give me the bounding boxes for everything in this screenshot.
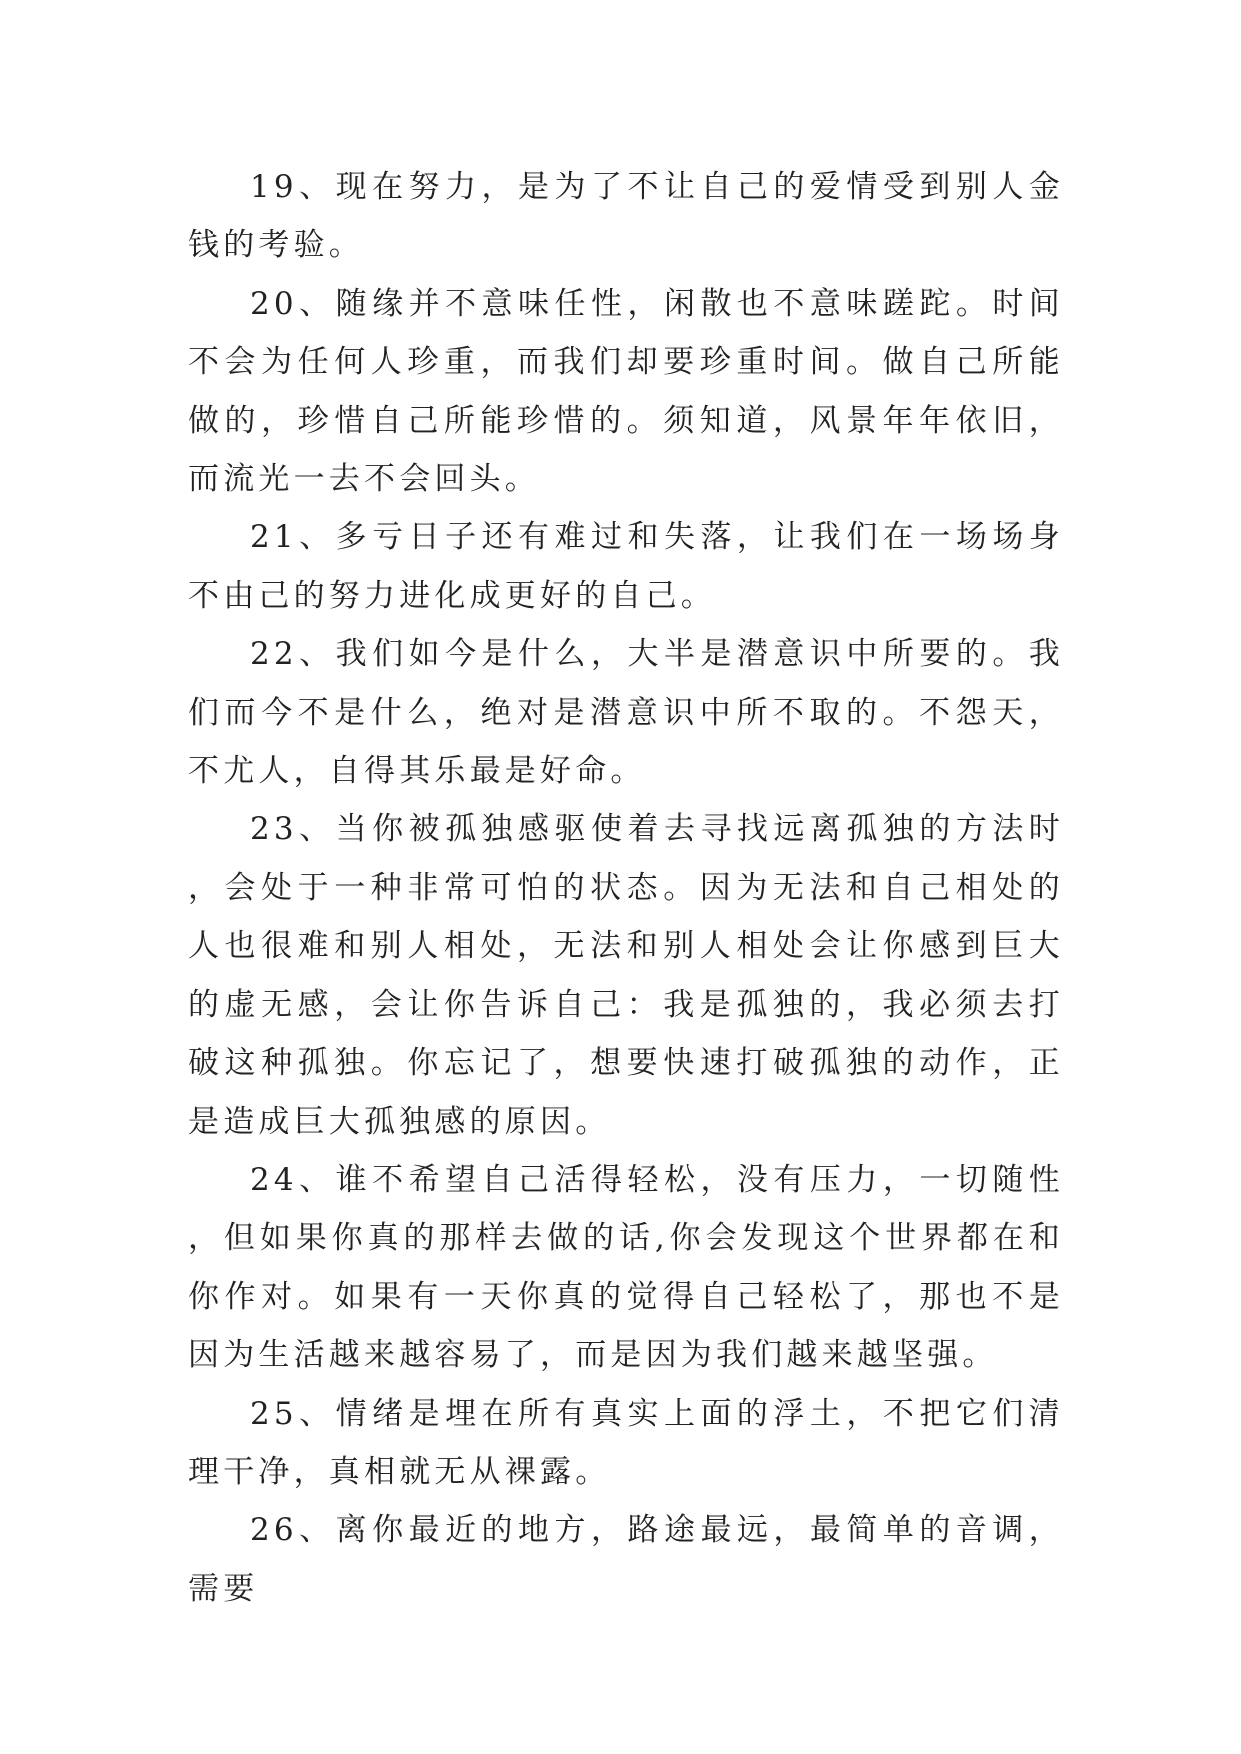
paragraph-25: 25、情绪是埋在所有真实上面的浮土，不把它们清理干净，真相就无从裸露。 [188, 1395, 1064, 1490]
paragraph-19: 19、现在努力，是为了不让自己的爱情受到别人金钱的考验。 [188, 169, 1064, 264]
paragraph-26: 26、离你最近的地方，路途最远，最简单的音调，需要 [188, 1512, 1064, 1607]
paragraph-23: 23、当你被孤独感驱使着去寻找远离孤独的方法时，会处于一种非常可怕的状态。因为无法和自己相处的人也很难和别人相处，无法和别人相处会让你感到巨大的虚无感，会让你告诉自己：我是孤独的，我必须去打破这种孤独。你忘记了，想要快速打破孤独的动作，正是造成巨大孤独感的原因。 [188, 811, 1064, 1140]
document-body [188, 158, 1064, 1618]
paragraph-24: 24、谁不希望自己活得轻松，没有压力，一切随性，但如果你真的那样去做的话,你会发现这个世界都在和你作对。如果有一天你真的觉得自己轻松了，那也不是因为生活越来越容易了，而是因为我们越来越坚强。 [188, 1161, 1064, 1374]
paragraph-20: 20、随缘并不意味任性，闲散也不意味蹉跎。时间不会为任何人珍重，而我们却要珍重时间。做自己所能做的，珍惜自己所能珍惜的。须知道，风景年年依旧，而流光一去不会回头。 [188, 285, 1064, 498]
paragraph-21: 21、多亏日子还有难过和失落，让我们在一场场身不由己的努力进化成更好的自己。 [188, 519, 1064, 614]
paragraph-22: 22、我们如今是什么，大半是潜意识中所要的。我们而今不是什么，绝对是潜意识中所不取的。不怨天，不尤人，自得其乐最是好命。 [188, 636, 1064, 790]
